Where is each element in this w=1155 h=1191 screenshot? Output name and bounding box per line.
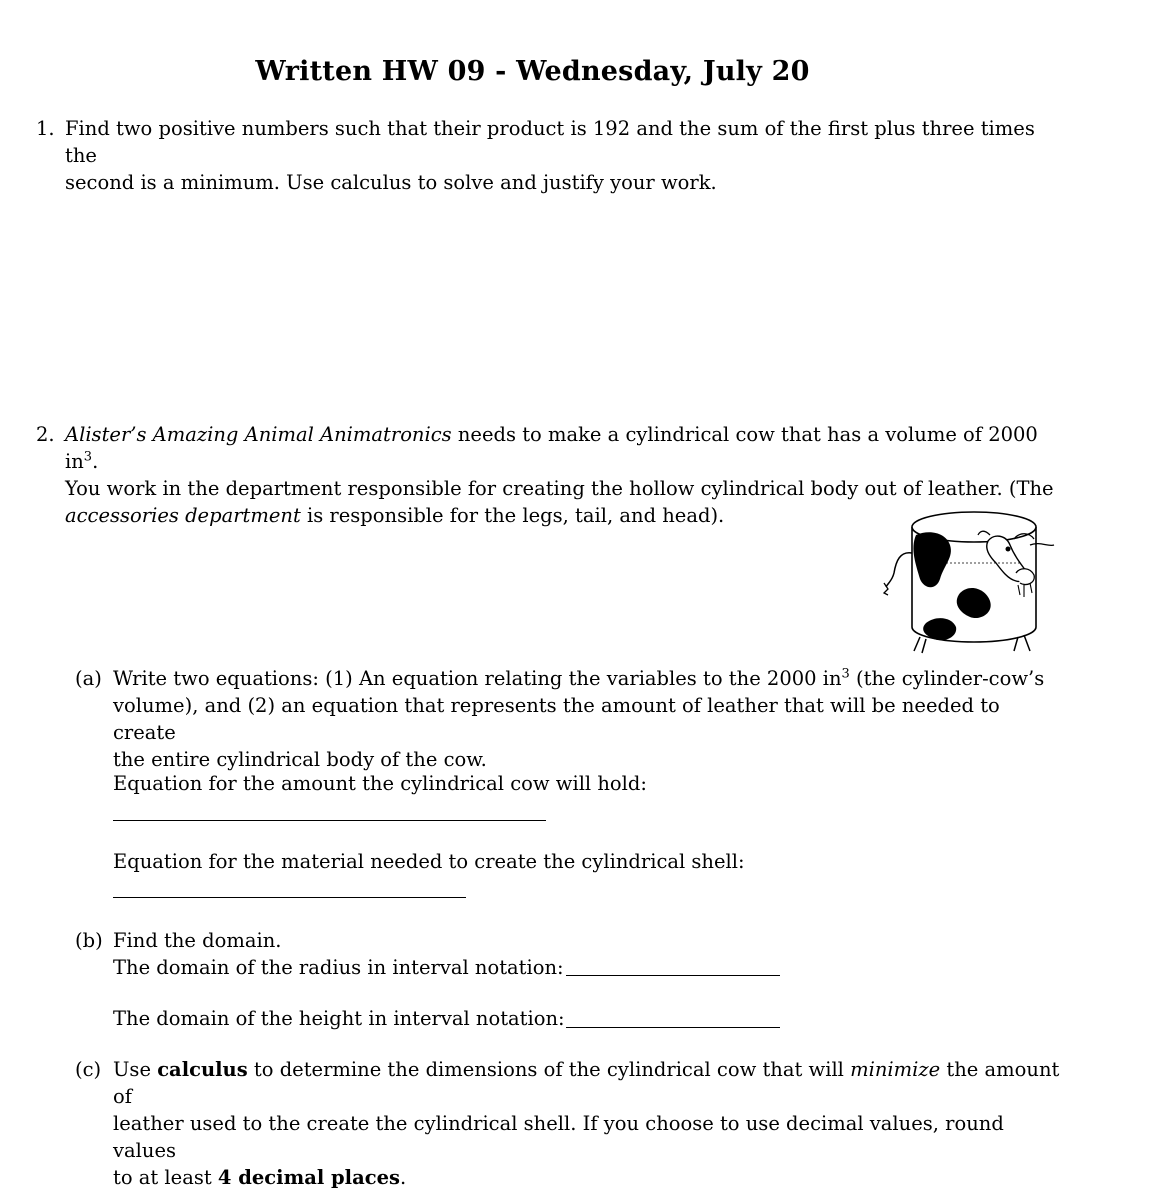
part-a-text (113, 665, 1063, 773)
cylinder-cow-illustration (880, 505, 1060, 655)
question-1-number: 1. (36, 117, 55, 140)
part-a-line-2: volume), and (2) an equation that represents the amount of leather that will be needed to create (113, 694, 1000, 744)
part-c-line-1 (113, 1056, 1063, 1110)
minimize-emphasis: minimize (850, 1058, 941, 1081)
part-a-line-1 (113, 665, 1063, 692)
part-c-line-1-pre: Use (113, 1058, 158, 1081)
department-name: accessories department (65, 504, 301, 527)
cow-leg-icon (914, 637, 926, 653)
part-c-line-3-post: . (399, 1166, 407, 1189)
part-c-text (113, 1056, 1063, 1191)
equation-1-label: Equation for the amount the cylindrical cow will hold: (113, 772, 647, 795)
calculus-emphasis: calculus (157, 1058, 248, 1081)
question-2-number: 2. (36, 423, 55, 446)
radius-domain-answer-line[interactable] (566, 975, 780, 976)
superscript: 3 (841, 666, 850, 682)
cow-eye-icon (1006, 547, 1011, 552)
superscript: 3 (83, 449, 93, 465)
cow-tail-icon (886, 553, 912, 587)
part-c-line-1-post: the amount of (113, 1058, 1060, 1108)
part-a-line-1-pre: Write two equations: (1) An equation relating the variables to the 2000 in (113, 667, 842, 690)
part-c-label: (c) (75, 1058, 102, 1081)
question-1-text (65, 115, 1065, 196)
decimal-places-emphasis: 4 decimal places (217, 1166, 400, 1189)
question-2-line-3-text: is responsible for the legs, tail, and head). (300, 504, 725, 527)
part-b-label: (b) (75, 929, 103, 952)
company-name: Alister’s Amazing Animal Animatronics (65, 423, 452, 446)
question-2-line-1-text: needs to make a cylindrical cow that has a volume of 2000 in (65, 423, 1038, 473)
part-b-text (113, 927, 1063, 981)
part-a-line-1-post: (the cylinder-cow’s (849, 667, 1045, 690)
question-1-line-1: Find two positive numbers such that their product is 192 and the sum of the first plus three times the (65, 117, 1035, 167)
part-c-line-2: leather used to the create the cylindrical shell. If you choose to use decimal values, round values (113, 1112, 1004, 1162)
question-2-line-2: You work in the department responsible for creating the hollow cylindrical body out of leather. (The (65, 477, 1054, 500)
part-a-line-3: the entire cylindrical body of the cow. (113, 748, 487, 771)
period: . (92, 450, 99, 473)
height-domain-answer-line[interactable] (566, 1027, 780, 1028)
equation-1-answer-line[interactable] (113, 820, 546, 821)
page-title: Written HW 09 - Wednesday, July 20 (255, 56, 810, 87)
radius-domain-label: The domain of the radius in interval notation: (113, 956, 564, 979)
question-2-line-1 (65, 421, 1065, 475)
question-1-line-2: second is a minimum. Use calculus to solve and justify your work. (65, 171, 717, 194)
part-a-label: (a) (75, 667, 102, 690)
part-c-line-1-mid: to determine the dimensions of the cylindrical cow that will (247, 1058, 851, 1081)
equation-2-label: Equation for the material needed to create the cylindrical shell: (113, 850, 745, 873)
part-c-line-3 (113, 1164, 1063, 1191)
part-b-line-1: Find the domain. (113, 929, 282, 952)
part-c-line-3-pre: to at least (113, 1166, 218, 1189)
equation-2-answer-line[interactable] (113, 897, 466, 898)
height-domain-label: The domain of the height in interval notation: (113, 1007, 565, 1030)
